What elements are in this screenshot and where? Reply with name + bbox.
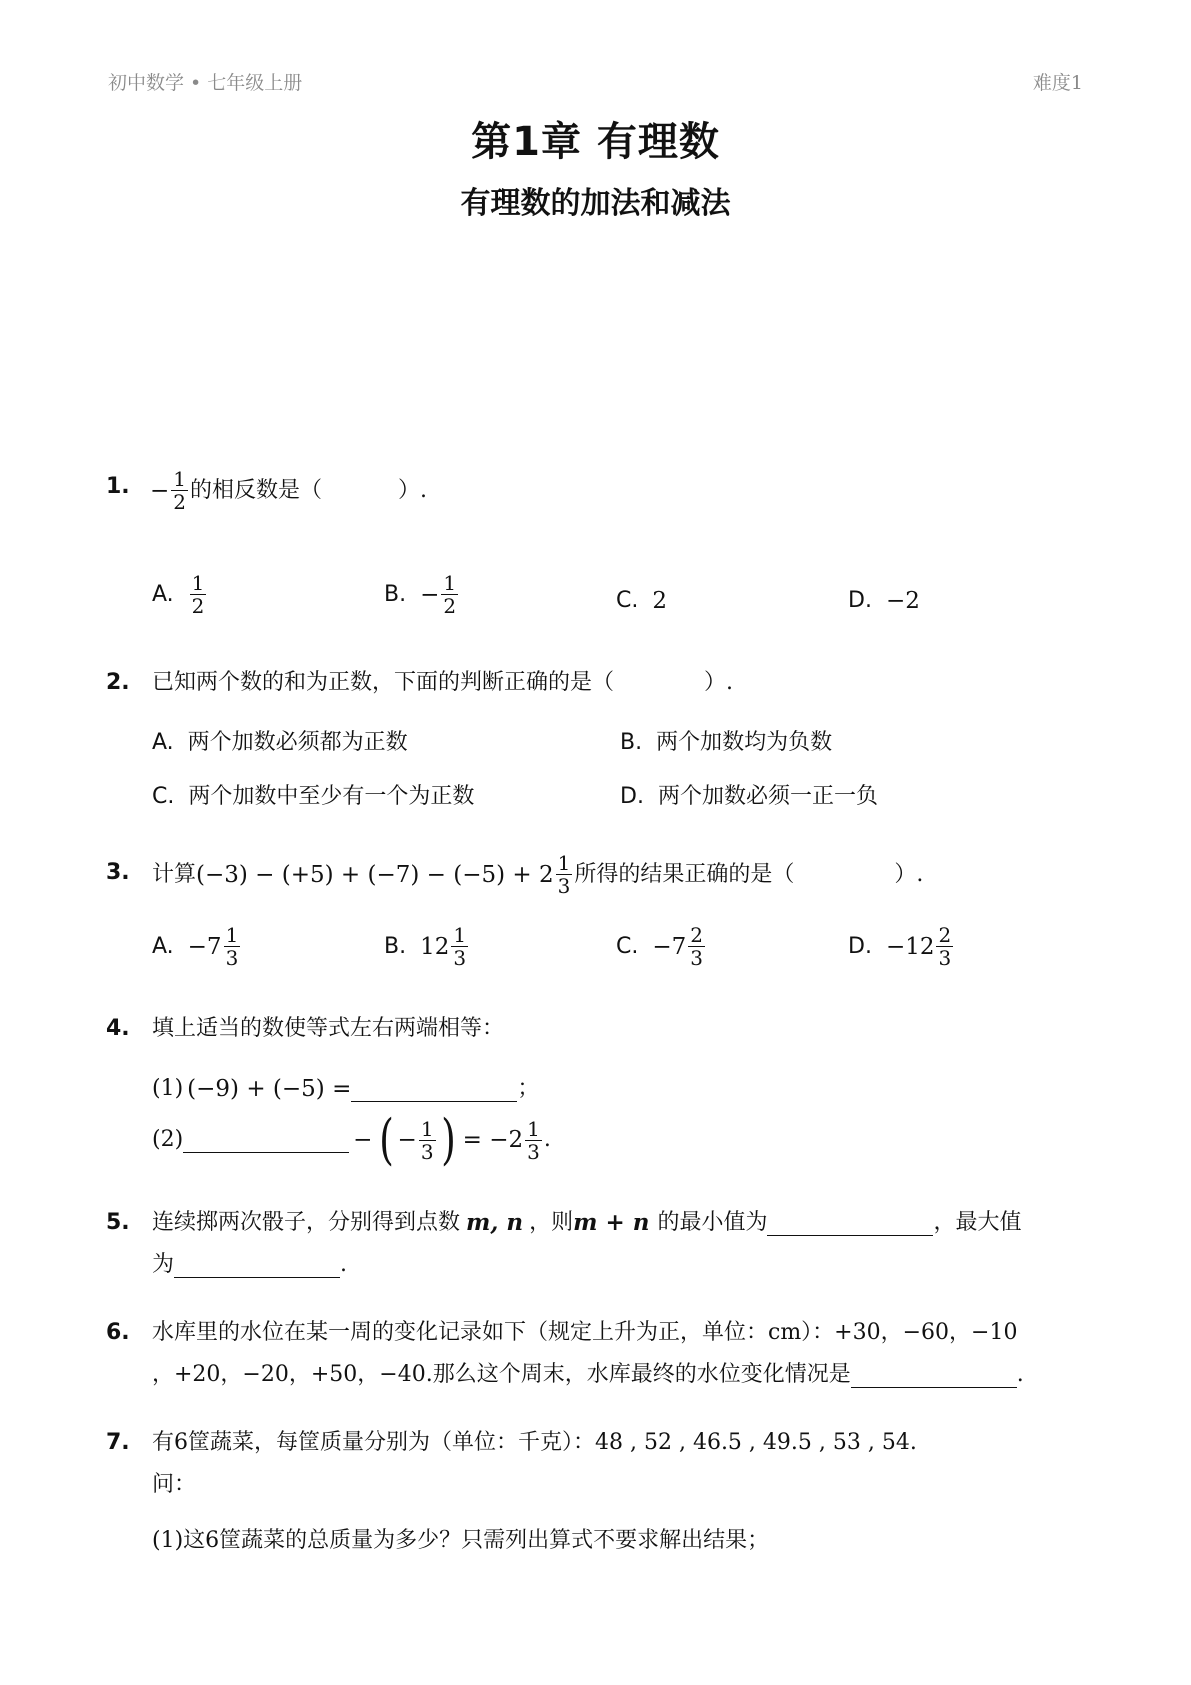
question-5-line-1: 连续掷两次骰子，分别得到点数 m, n ，则 m + n 的最小值为 ，最大值 [152,1209,1022,1236]
header-left: 初中数学 • 七年级上册 [108,72,303,94]
question-6-line-2: ，+20，−20，+50，−40.那么这个周末，水库最终的水位变化情况是 . [152,1362,1024,1387]
q3-option-c[interactable]: C. −7 $\frac{2}{3}$ [616,923,703,970]
q3-option-d[interactable]: D. −12 $\frac{2}{3}$ [848,923,952,970]
q3-option-b[interactable]: B. 12 $\frac{1}{3}$ [384,923,467,970]
question-7-part-1: (1)这6筐蔬菜的总质量为多少？只需列出算式不要求解出结果； [152,1528,770,1553]
q6-blank[interactable] [851,1363,1017,1388]
header-right: 难度1 [1032,72,1083,94]
q1-neg: − [150,477,170,504]
q1-option-c[interactable]: C. 2 [616,588,667,614]
question-number-2: 2. [106,670,130,695]
q1-option-d[interactable]: D. −2 [848,588,920,614]
question-number-7: 7. [106,1430,130,1455]
q4-blank-2[interactable] [183,1128,349,1153]
q1-option-b[interactable]: B. − $\frac{1}{2}$ [384,571,457,618]
question-number-1: 1. [106,474,130,499]
question-7-line-1: 有6筐蔬菜，每筐质量分别为（单位：千克）：48 , 52 , 46.5 , 49.5 , 53 , 54. [152,1430,917,1455]
q3-expression: (−3) − (+5) + (−7) − (−5) + 2 [196,861,554,888]
question-number-4: 4. [106,1016,130,1041]
q4-part-1: (1) (−9) + (−5) = ； [152,1076,540,1102]
section-title: 有理数的加法和减法 [460,186,731,221]
q5-blank-min[interactable] [767,1211,933,1236]
question-1-stem [150,468,427,513]
q2-option-b[interactable]: B. 两个加数均为负数 [620,730,833,755]
q4-blank-1[interactable] [351,1077,517,1102]
question-number-6: 6. [106,1320,130,1345]
q5-blank-max[interactable] [174,1253,340,1278]
question-4-stem: 填上适当的数使等式左右两端相等： [152,1016,505,1041]
question-7-line-2: 问： [152,1472,197,1497]
q2-option-a[interactable]: A. 两个加数必须都为正数 [152,730,408,755]
q2-option-d[interactable]: D. 两个加数必须一正一负 [620,784,878,809]
question-6-line-1: 水库里的水位在某一周的变化记录如下（规定上升为正，单位：cm）：+30，−60，−10 [152,1320,1018,1345]
q1-close: ）. [398,477,428,503]
question-2-stem: 已知两个数的和为正数，下面的判断正确的是（ ）. [152,670,734,695]
q1-fraction: $\frac{1}{2}$ [173,467,187,514]
q1-text: 的相反数是（ [190,477,323,503]
q3-option-a[interactable]: A. −7 $\frac{1}{3}$ [152,923,239,970]
question-3-stem: 计算 (−3) − (+5) + (−7) − (−5) + 2 $\frac{1}{3}$ 所得的结果正确的是（ ）. [152,851,924,898]
question-5-line-2: 为 . [152,1252,348,1277]
question-number-5: 5. [106,1210,130,1235]
q1-option-a[interactable]: A. $\frac{1}{2}$ [152,571,205,618]
chapter-title: 第1章 有理数 [471,119,720,165]
question-number-3: 3. [106,860,130,885]
q4-part-2: (2) − ( − $\frac{1}{3}$ ) = −2 $\frac{1}{3}$ . [152,1108,551,1171]
q2-option-c[interactable]: C. 两个加数中至少有一个为正数 [152,784,475,809]
